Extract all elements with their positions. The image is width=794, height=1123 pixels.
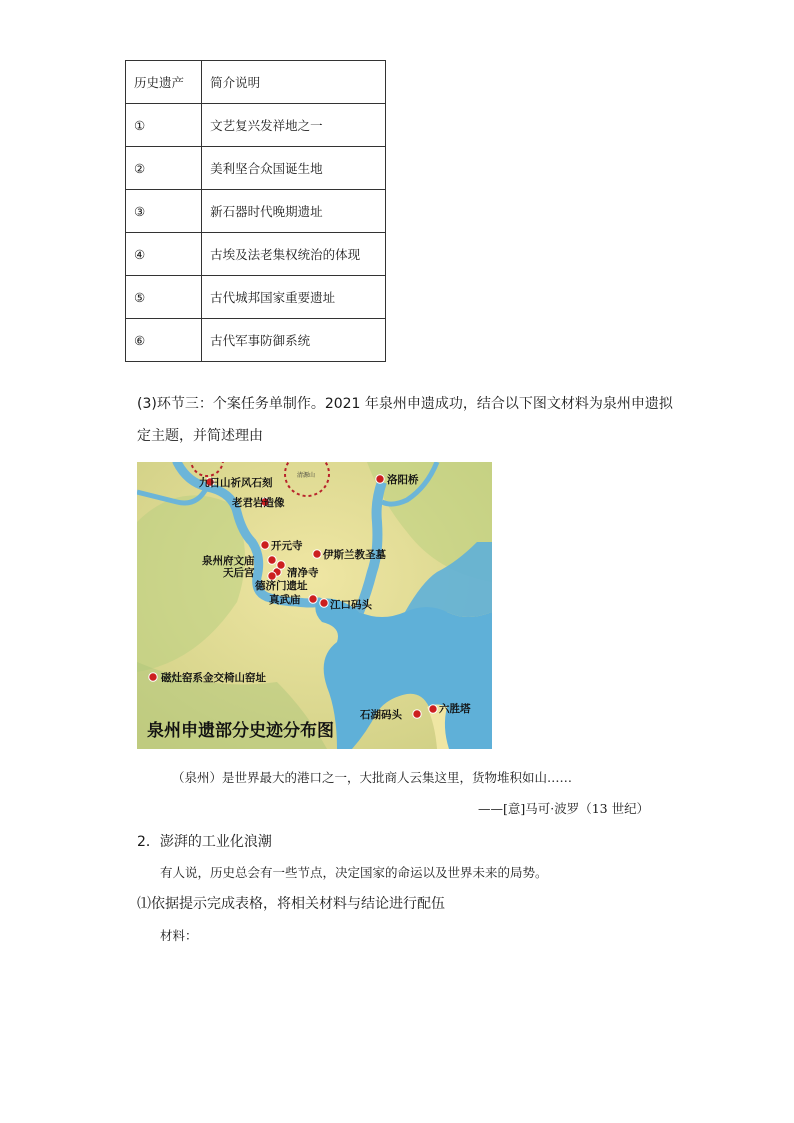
site-label: 洛阳桥 bbox=[387, 474, 419, 486]
table-cell: ② bbox=[126, 147, 202, 190]
section3-line1: (3)环节三：个案任务单制作。2021 年泉州申遗成功，结合以下图文材料为泉州申遗拟 bbox=[137, 396, 673, 412]
table-row bbox=[126, 233, 386, 276]
table-cell: ④ bbox=[126, 233, 202, 276]
table-cell: ⑥ bbox=[126, 319, 202, 362]
table-cell: 文艺复兴发祥地之一 bbox=[202, 104, 386, 147]
site-marker bbox=[320, 599, 328, 607]
table-cell: 古埃及法老集权统治的体现 bbox=[202, 233, 386, 276]
table-row bbox=[126, 276, 386, 319]
site-label: 开元寺 bbox=[271, 540, 303, 552]
table-cell: ⑤ bbox=[126, 276, 202, 319]
table-row bbox=[126, 147, 386, 190]
site-marker bbox=[429, 705, 437, 713]
table-cell: 新石器时代晚期遗址 bbox=[202, 190, 386, 233]
table-cell: ③ bbox=[126, 190, 202, 233]
site-label: 九日山祈风石刻 bbox=[199, 477, 273, 489]
section2-task: ⑴依据提示完成表格，将相关材料与结论进行配伍 bbox=[137, 896, 445, 912]
site-marker bbox=[149, 673, 157, 681]
material-label: 材料： bbox=[160, 928, 198, 943]
site-marker bbox=[268, 572, 276, 580]
heritage-table bbox=[125, 60, 386, 362]
site-marker bbox=[268, 556, 276, 564]
site-marker bbox=[277, 561, 285, 569]
section2-heading: 2．澎湃的工业化浪潮 bbox=[137, 834, 272, 850]
header-cell: 简介说明 bbox=[202, 61, 386, 104]
site-marker bbox=[261, 541, 269, 549]
map-canvas bbox=[137, 462, 492, 749]
section3-line2: 定主题，并简述理由 bbox=[137, 428, 263, 444]
map-small-label: 清源山 bbox=[297, 472, 316, 479]
site-marker bbox=[313, 550, 321, 558]
section2-intro: 有人说，历史总会有一些节点，决定国家的命运以及世界未来的局势。 bbox=[160, 865, 548, 880]
site-label: 老君岩造像 bbox=[232, 497, 285, 509]
table-header-row bbox=[126, 61, 386, 104]
site-label: 磁灶窑系金交椅山窑址 bbox=[161, 672, 266, 684]
site-marker bbox=[413, 710, 421, 718]
site-label: 江口码头 bbox=[330, 599, 372, 611]
map-title: 泉州申遗部分史迹分布图 bbox=[147, 721, 334, 741]
table-cell: ① bbox=[126, 104, 202, 147]
site-label: 伊斯兰教圣墓 bbox=[323, 549, 386, 561]
table-row bbox=[126, 190, 386, 233]
table-cell: 古代军事防御系统 bbox=[202, 319, 386, 362]
quote-text: （泉州）是世界最大的港口之一，大批商人云集这里，货物堆积如山…… bbox=[172, 770, 573, 785]
site-label: 泉州府文庙 bbox=[202, 555, 255, 567]
site-marker bbox=[309, 595, 317, 603]
quanzhou-heritage-map bbox=[137, 462, 492, 749]
site-marker bbox=[376, 475, 384, 483]
site-label: 德济门遗址 bbox=[255, 580, 308, 592]
header-cell: 历史遗产 bbox=[126, 61, 202, 104]
table-cell: 美利坚合众国诞生地 bbox=[202, 147, 386, 190]
table-row bbox=[126, 104, 386, 147]
site-label: 石湖码头 bbox=[360, 709, 402, 721]
site-label: 真武庙 bbox=[269, 594, 301, 606]
site-label: 六胜塔 bbox=[439, 703, 471, 715]
table-cell: 古代城邦国家重要遗址 bbox=[202, 276, 386, 319]
quote-source: ——[意]马可·波罗（13 世纪） bbox=[478, 801, 650, 816]
table-row bbox=[126, 319, 386, 362]
site-label: 天后宫 bbox=[223, 567, 255, 579]
site-label: 清净寺 bbox=[287, 567, 319, 579]
